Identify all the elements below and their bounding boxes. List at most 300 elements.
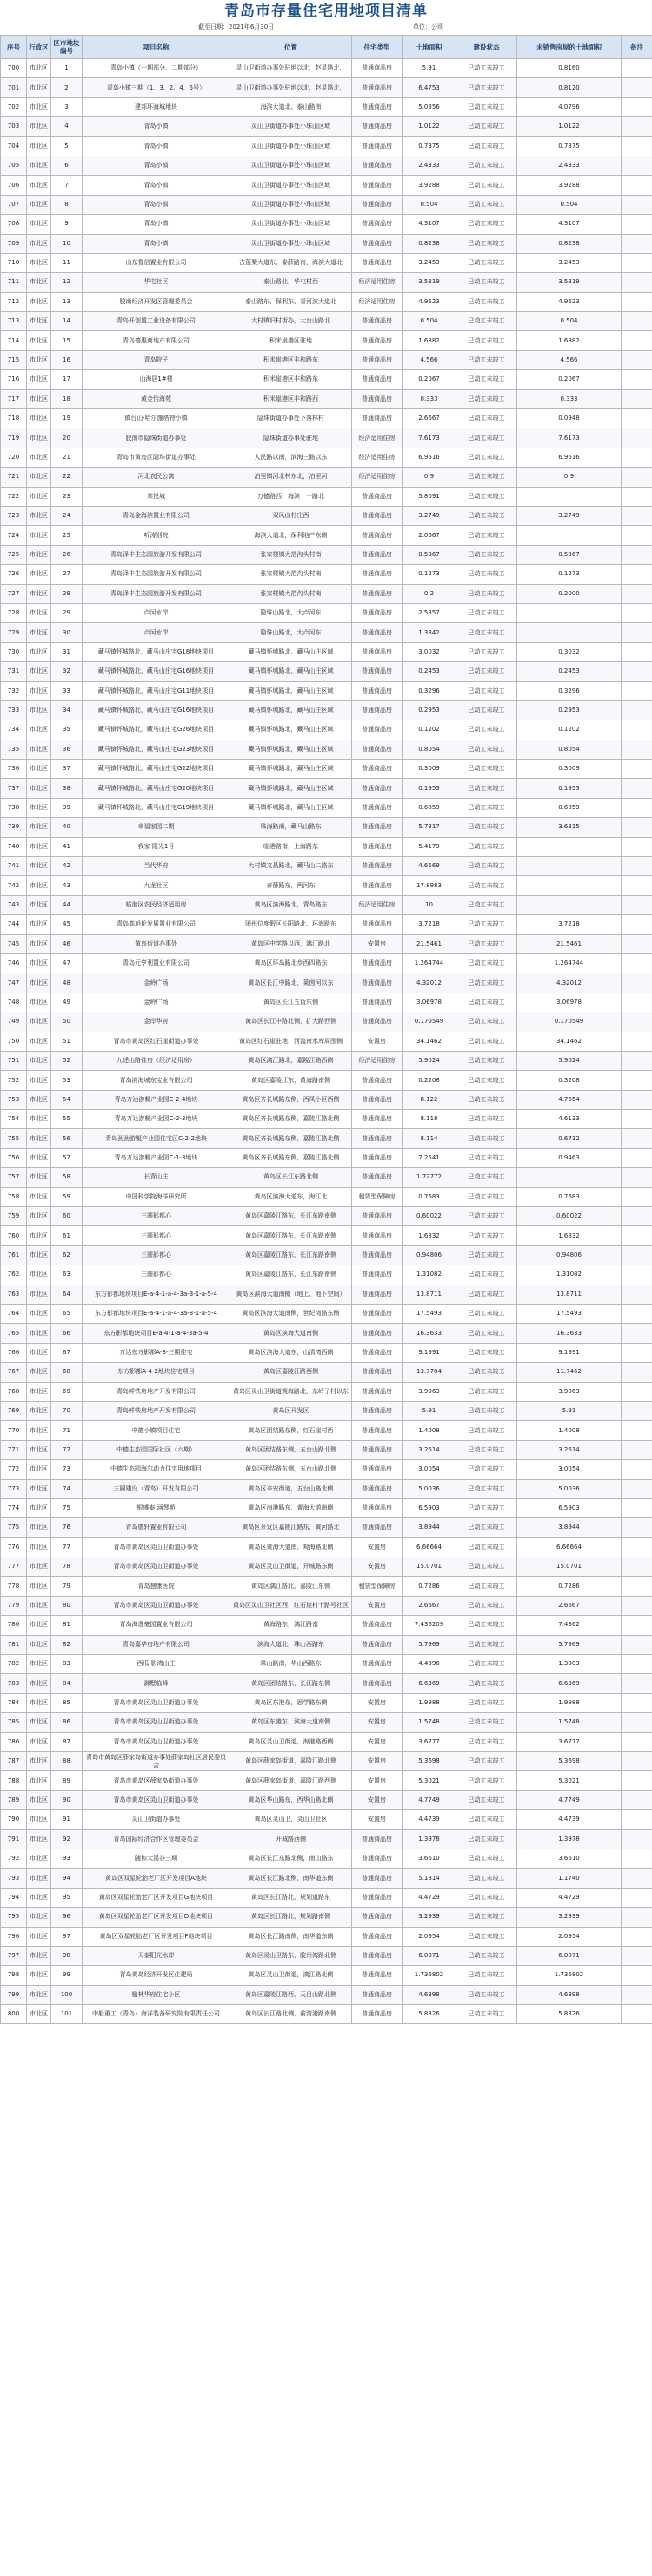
cell-seq: 738 — [1, 798, 27, 817]
cell-remark — [622, 1207, 652, 1226]
cell-district: 市北区 — [27, 700, 51, 720]
cell-district: 市北区 — [27, 1110, 51, 1129]
cell-build-status: 已动工未竣工 — [456, 428, 517, 448]
cell-plot-no: 75 — [51, 1498, 83, 1517]
cell-build-status: 已动工未竣工 — [456, 1849, 517, 1868]
cell-housing-type: 普通商品房 — [352, 1849, 403, 1868]
cell-district: 市北区 — [27, 389, 51, 408]
cell-plot-no: 15 — [51, 331, 83, 350]
cell-build-status: 已动工未竣工 — [456, 1265, 517, 1285]
cell-seq: 772 — [1, 1460, 27, 1479]
cell-district: 市北区 — [27, 448, 51, 467]
cell-district: 市北区 — [27, 1790, 51, 1809]
cell-project-name: 藏马镇怀城路北，藏马山庄宅G16地块项目 — [83, 700, 230, 720]
cell-district: 市北区 — [27, 1635, 51, 1654]
cell-seq: 796 — [1, 1927, 27, 1946]
cell-land-area: 1.31082 — [403, 1265, 456, 1285]
cell-land-area: 3.6610 — [403, 1849, 456, 1868]
cell-housing-type: 普通商品房 — [352, 1207, 403, 1226]
cell-project-name: 镇台山·哈尔施塔特小镇 — [83, 409, 230, 428]
cell-plot-no: 90 — [51, 1790, 83, 1809]
cell-district: 市北区 — [27, 487, 51, 506]
table-row — [1, 331, 652, 350]
cell-location: 黄岛区华山路东，西华山路北侧 — [230, 1790, 352, 1809]
cell-build-status: 已动工未竣工 — [456, 176, 517, 195]
cell-project-name: 九龙社区 — [83, 876, 230, 895]
cell-build-status: 已动工未竣工 — [456, 603, 517, 622]
cell-unsold-area: 1.6882 — [517, 331, 622, 350]
cell-plot-no: 54 — [51, 1090, 83, 1109]
cell-district: 市北区 — [27, 1071, 51, 1090]
cell-seq: 791 — [1, 1829, 27, 1849]
cell-location: 黄岛区滨海大道南侧（地上、地下空间） — [230, 1285, 352, 1304]
cell-project-name: 黄岛区双星轮胎老厂区开发项目G地块项目 — [83, 1888, 230, 1907]
cell-project-name: 青岛鲜铁房地产开发有限公司 — [83, 1382, 230, 1401]
cell-project-name: 青岛市黄岛区灵山卫街道办事处 — [83, 1557, 230, 1577]
cell-remark — [622, 78, 652, 97]
cell-project-name: 青岛市黄岛区灵山卫街道办事处 — [83, 1713, 230, 1732]
table-row — [1, 1946, 652, 1965]
cell-district: 市北区 — [27, 1090, 51, 1109]
cell-remark — [622, 934, 652, 953]
table-row — [1, 1771, 652, 1790]
cell-location: 黄岛区齐长城路东侧，嘉陵江路北侧 — [230, 1129, 352, 1148]
cell-project-name: 建邦环海城地块 — [83, 97, 230, 116]
cell-location: 黄岛区长江路南侧，南华道东侧 — [230, 1927, 352, 1946]
table-row — [1, 215, 652, 234]
cell-unsold-area: 7.4362 — [517, 1616, 622, 1635]
cell-land-area: 0.7286 — [403, 1577, 456, 1596]
cell-remark — [622, 857, 652, 876]
table-row — [1, 953, 652, 973]
cell-location: 黄岛区灵山卫路东，胶州湾路北侧 — [230, 1946, 352, 1965]
cell-remark — [622, 1226, 652, 1245]
cell-district: 市北区 — [27, 468, 51, 487]
cell-unsold-area: 5.3698 — [517, 1751, 622, 1770]
cell-district: 市北区 — [27, 857, 51, 876]
cell-location: 灵山卫街道办事处小珠山区域 — [230, 234, 352, 253]
cell-district: 市北区 — [27, 1363, 51, 1382]
cell-housing-type: 普通商品房 — [352, 1324, 403, 1343]
cell-housing-type: 普通商品房 — [352, 253, 403, 272]
cell-plot-no: 67 — [51, 1343, 83, 1362]
table-row — [1, 1090, 652, 1109]
cell-housing-type: 普通商品房 — [352, 953, 403, 973]
cell-plot-no: 44 — [51, 895, 83, 914]
cell-seq: 800 — [1, 2005, 27, 2024]
cell-location: 黄岛区长江路北侧，前湾港路南侧 — [230, 2005, 352, 2024]
table-row — [1, 1305, 652, 1324]
cell-plot-no: 1 — [51, 59, 83, 78]
table-row — [1, 1869, 652, 1888]
cell-plot-no: 5 — [51, 136, 83, 156]
col-header: 备注 — [622, 36, 652, 59]
cell-plot-no: 37 — [51, 760, 83, 779]
cell-plot-no: 45 — [51, 915, 83, 934]
cell-district: 市北区 — [27, 1479, 51, 1498]
cell-plot-no: 14 — [51, 312, 83, 331]
cell-remark — [622, 506, 652, 525]
cell-unsold-area — [517, 837, 622, 856]
cell-plot-no: 27 — [51, 565, 83, 584]
cell-project-name: 河北农民公寓 — [83, 468, 230, 487]
cell-remark — [622, 895, 652, 914]
cell-location: 张家楼镇大范沟头村南 — [230, 584, 352, 603]
cell-unsold-area: 0.2067 — [517, 370, 622, 389]
cell-housing-type: 普通商品房 — [352, 1908, 403, 1927]
cell-unsold-area — [517, 1168, 622, 1187]
cell-remark — [622, 195, 652, 214]
cell-unsold-area: 2.6667 — [517, 1596, 622, 1615]
cell-remark — [622, 1655, 652, 1674]
cell-land-area: 1.6832 — [403, 1226, 456, 1245]
cell-plot-no: 77 — [51, 1537, 83, 1557]
cell-plot-no: 100 — [51, 1985, 83, 2004]
cell-housing-type: 安置房 — [352, 1810, 403, 1829]
cell-project-name: 黄金怡海苑 — [83, 389, 230, 408]
cell-housing-type: 普通商品房 — [352, 1946, 403, 1965]
cell-project-name: 青岛滨海城东宝业有限公司 — [83, 1071, 230, 1090]
cell-build-status: 已动工未竣工 — [456, 642, 517, 661]
cell-remark — [622, 1265, 652, 1285]
cell-build-status: 已动工未竣工 — [456, 1693, 517, 1712]
cell-build-status: 已动工未竣工 — [456, 468, 517, 487]
cell-remark — [622, 1460, 652, 1479]
cell-housing-type: 普通商品房 — [352, 1888, 403, 1907]
table-row — [1, 1421, 652, 1440]
cell-build-status: 已动工未竣工 — [456, 1771, 517, 1790]
cell-land-area: 0.9 — [403, 468, 456, 487]
cell-housing-type: 普通商品房 — [352, 700, 403, 720]
cell-plot-no: 88 — [51, 1751, 83, 1770]
table-row — [1, 1596, 652, 1615]
cell-housing-type: 普通商品房 — [352, 176, 403, 195]
cell-remark — [622, 973, 652, 993]
cell-housing-type: 普通商品房 — [352, 779, 403, 798]
cell-unsold-area: 13.8711 — [517, 1285, 622, 1304]
cell-seq: 718 — [1, 409, 27, 428]
cell-project-name: 藏马镇怀城路北，藏马山庄宅G20地块项目 — [83, 779, 230, 798]
cell-district: 市北区 — [27, 1168, 51, 1187]
cell-remark — [622, 1732, 652, 1751]
cell-land-area: 8.118 — [403, 1110, 456, 1129]
cell-build-status: 已动工未竣工 — [456, 779, 517, 798]
cell-remark — [622, 1440, 652, 1459]
cell-unsold-area: 4.6133 — [517, 1110, 622, 1129]
cell-housing-type: 安置房 — [352, 1771, 403, 1790]
cell-district: 市北区 — [27, 370, 51, 389]
cell-remark — [622, 370, 652, 389]
cell-land-area: 0.333 — [403, 389, 456, 408]
cell-unsold-area: 0.94806 — [517, 1245, 622, 1265]
cell-district: 市北区 — [27, 273, 51, 292]
table-row — [1, 1460, 652, 1479]
cell-build-status: 已动工未竣工 — [456, 1401, 517, 1420]
cell-remark — [622, 1635, 652, 1654]
cell-seq: 784 — [1, 1693, 27, 1712]
cell-remark — [622, 215, 652, 234]
cell-remark — [622, 1090, 652, 1109]
cell-plot-no: 73 — [51, 1460, 83, 1479]
cell-build-status: 已动工未竣工 — [456, 1635, 517, 1654]
table-row — [1, 273, 652, 292]
cell-build-status: 已动工未竣工 — [456, 389, 517, 408]
cell-land-area: 5.3698 — [403, 1751, 456, 1770]
cell-district: 市北区 — [27, 1382, 51, 1401]
table-row — [1, 642, 652, 661]
cell-build-status: 已动工未竣工 — [456, 818, 517, 837]
cell-district: 市北区 — [27, 1421, 51, 1440]
cell-plot-no: 101 — [51, 2005, 83, 2024]
cell-housing-type: 普通商品房 — [352, 1927, 403, 1946]
cell-build-status: 已动工未竣工 — [456, 837, 517, 856]
table-row — [1, 857, 652, 876]
cell-unsold-area: 15.0701 — [517, 1557, 622, 1577]
cell-plot-no: 23 — [51, 487, 83, 506]
cell-unsold-area: 16.3633 — [517, 1324, 622, 1343]
cell-location: 黄岛区中学路以西，漓江路北 — [230, 934, 352, 953]
cell-unsold-area: 3.5319 — [517, 273, 622, 292]
cell-district: 市北区 — [27, 545, 51, 564]
cell-build-status: 已动工未竣工 — [456, 1674, 517, 1693]
cell-seq: 742 — [1, 876, 27, 895]
cell-build-status: 已动工未竣工 — [456, 973, 517, 993]
cell-housing-type: 普通商品房 — [352, 584, 403, 603]
cell-district: 市北区 — [27, 1596, 51, 1615]
cell-seq: 794 — [1, 1888, 27, 1907]
cell-housing-type: 普通商品房 — [352, 97, 403, 116]
col-header: 土地面积 — [403, 36, 456, 59]
cell-remark — [622, 1148, 652, 1167]
cell-district: 市北区 — [27, 312, 51, 331]
cell-unsold-area: 3.6315 — [517, 818, 622, 837]
cell-remark — [622, 720, 652, 740]
cell-build-status: 已动工未竣工 — [456, 292, 517, 311]
cell-plot-no: 12 — [51, 273, 83, 292]
cell-project-name: 东方影都地块项目E-a-4-1-a-4-3a-3-1-a-5-4 — [83, 1305, 230, 1324]
cell-location: 开城路西侧 — [230, 1829, 352, 1849]
cell-district: 市北区 — [27, 1265, 51, 1285]
table-row — [1, 468, 652, 487]
table-row — [1, 2005, 652, 2024]
cell-project-name: 青岛市黄岛区薛家岛街道办事处 — [83, 1771, 230, 1790]
cell-project-name: 华屯社区 — [83, 273, 230, 292]
cell-location: 黄岛区齐长城路东侧，西凤小区西侧 — [230, 1090, 352, 1109]
cell-remark — [622, 1616, 652, 1635]
table-row — [1, 312, 652, 331]
cell-unsold-area: 0.60022 — [517, 1207, 622, 1226]
table-row — [1, 1908, 652, 1927]
cell-housing-type: 普通商品房 — [352, 837, 403, 856]
table-row — [1, 1012, 652, 1032]
table-row — [1, 760, 652, 779]
cell-district: 市北区 — [27, 428, 51, 448]
cell-unsold-area: 0.8160 — [517, 59, 622, 78]
cell-build-status: 已动工未竣工 — [456, 156, 517, 175]
cell-land-area: 3.9063 — [403, 1382, 456, 1401]
cell-seq: 702 — [1, 97, 27, 116]
cell-housing-type: 经济适用住房 — [352, 428, 403, 448]
cell-district: 市北区 — [27, 623, 51, 642]
cell-plot-no: 8 — [51, 195, 83, 214]
cell-unsold-area: 3.7218 — [517, 915, 622, 934]
cell-housing-type: 安置房 — [352, 1557, 403, 1577]
cell-unsold-area: 3.8944 — [517, 1518, 622, 1537]
table-row — [1, 1849, 652, 1868]
cell-unsold-area: 0.0948 — [517, 409, 622, 428]
cell-location: 积米崖港区丰和路东 — [230, 370, 352, 389]
table-row — [1, 97, 652, 116]
cell-plot-no: 72 — [51, 1440, 83, 1459]
cell-land-area: 4.4729 — [403, 1888, 456, 1907]
cell-location: 隐珠山路北，太卢河东 — [230, 623, 352, 642]
cell-seq: 798 — [1, 1966, 27, 1985]
cell-district: 市北区 — [27, 1985, 51, 2004]
cell-district: 市北区 — [27, 1908, 51, 1927]
cell-project-name: 东方影都A-4-2地块住宅项目 — [83, 1363, 230, 1382]
cell-seq: 740 — [1, 837, 27, 856]
cell-plot-no: 53 — [51, 1071, 83, 1090]
table-row — [1, 1674, 652, 1693]
cell-project-name: 青岛小镇 — [83, 234, 230, 253]
cell-unsold-area: 3.9288 — [517, 176, 622, 195]
cell-seq: 711 — [1, 273, 27, 292]
cell-project-name: 青岛院子 — [83, 350, 230, 369]
table-row — [1, 1557, 652, 1577]
cell-build-status: 已动工未竣工 — [456, 195, 517, 214]
cell-plot-no: 76 — [51, 1518, 83, 1537]
cell-project-name: 黄岛区双星轮胎老厂区开发项目F地块项目 — [83, 1927, 230, 1946]
cell-unsold-area: 0.333 — [517, 389, 622, 408]
table-row — [1, 526, 652, 545]
cell-seq: 781 — [1, 1635, 27, 1654]
cell-land-area: 1.6882 — [403, 331, 456, 350]
cell-unsold-area: 7.6173 — [517, 428, 622, 448]
cell-housing-type: 普通商品房 — [352, 1966, 403, 1985]
cell-remark — [622, 700, 652, 720]
cell-district: 市北区 — [27, 292, 51, 311]
cell-land-area: 16.3633 — [403, 1324, 456, 1343]
table-row — [1, 895, 652, 914]
cell-unsold-area: 5.91 — [517, 1401, 622, 1420]
cell-housing-type: 经济适用住房 — [352, 292, 403, 311]
cell-project-name: 御墅临峰 — [83, 1674, 230, 1693]
cell-remark — [622, 253, 652, 272]
cell-project-name: 青岛小镇 — [83, 117, 230, 136]
cell-remark — [622, 662, 652, 681]
cell-unsold-area — [517, 526, 622, 545]
cell-location: 灵山卫街道办事处驻地以北，赵灵路北， — [230, 59, 352, 78]
cell-seq: 789 — [1, 1790, 27, 1809]
cell-project-name: 中国科学院海洋研究所 — [83, 1187, 230, 1206]
cell-plot-no: 33 — [51, 681, 83, 700]
cell-remark — [622, 312, 652, 331]
cell-housing-type: 经济适用住房 — [352, 468, 403, 487]
cell-project-name: 金岭广场 — [83, 993, 230, 1012]
table-row — [1, 973, 652, 993]
cell-plot-no: 65 — [51, 1305, 83, 1324]
cell-unsold-area: 4.3107 — [517, 215, 622, 234]
cell-build-status: 已动工未竣工 — [456, 1790, 517, 1809]
table-row — [1, 662, 652, 681]
cell-project-name: 当代华府 — [83, 857, 230, 876]
cell-seq: 727 — [1, 584, 27, 603]
cell-housing-type: 普通商品房 — [352, 1129, 403, 1148]
cell-project-name: 黄岛区双星轮胎老厂区开发项目D地块项目 — [83, 1908, 230, 1927]
cell-district: 市北区 — [27, 895, 51, 914]
cell-location: 黄岛区滨海大道东，海江北 — [230, 1187, 352, 1206]
col-header: 住宅类型 — [352, 36, 403, 59]
cell-plot-no: 24 — [51, 506, 83, 525]
cell-housing-type: 普通商品房 — [352, 545, 403, 564]
cell-seq: 722 — [1, 487, 27, 506]
cell-build-status: 已动工未竣工 — [456, 1051, 517, 1070]
table-row — [1, 603, 652, 622]
cell-plot-no: 40 — [51, 818, 83, 837]
cell-plot-no: 17 — [51, 370, 83, 389]
cell-location: 黄岛区滨海大道东，山清湾西侧 — [230, 1343, 352, 1362]
cell-remark — [622, 798, 652, 817]
cell-seq: 749 — [1, 1012, 27, 1032]
cell-district: 市北区 — [27, 1577, 51, 1596]
cell-location: 张家楼镇大范沟头村南 — [230, 565, 352, 584]
table-row — [1, 720, 652, 740]
cell-district: 市北区 — [27, 1518, 51, 1537]
cell-build-status: 已动工未竣工 — [456, 662, 517, 681]
cell-seq: 763 — [1, 1285, 27, 1304]
cell-build-status: 已动工未竣工 — [456, 78, 517, 97]
table-row — [1, 837, 652, 856]
cell-unsold-area: 3.0054 — [517, 1460, 622, 1479]
cell-plot-no: 2 — [51, 78, 83, 97]
cell-land-area: 1.3978 — [403, 1829, 456, 1849]
cell-unsold-area: 0.6712 — [517, 1129, 622, 1148]
cell-project-name: 中船重工（青岛）海洋装备研究院有限责任公司 — [83, 2005, 230, 2024]
cell-unsold-area — [517, 895, 622, 914]
cell-seq: 766 — [1, 1343, 27, 1362]
table-row — [1, 623, 652, 642]
cell-seq: 712 — [1, 292, 27, 311]
col-header: 建设状态 — [456, 36, 517, 59]
cell-land-area: 0.8238 — [403, 234, 456, 253]
cell-district: 市北区 — [27, 78, 51, 97]
cell-plot-no: 32 — [51, 662, 83, 681]
cell-remark — [622, 1110, 652, 1129]
cell-seq: 751 — [1, 1051, 27, 1070]
cell-land-area: 1.3342 — [403, 623, 456, 642]
cell-build-status: 已动工未竣工 — [456, 1324, 517, 1343]
cell-land-area: 0.94806 — [403, 1245, 456, 1265]
cell-location: 灵山卫街道办事处小珠山区域 — [230, 117, 352, 136]
cell-remark — [622, 1421, 652, 1440]
cell-build-status: 已动工未竣工 — [456, 1382, 517, 1401]
table-row — [1, 1168, 652, 1187]
table-row — [1, 1324, 652, 1343]
cell-remark — [622, 953, 652, 973]
cell-location: 藏马镇怀城路北，藏马山庄区域 — [230, 662, 352, 681]
cell-unsold-area: 3.6777 — [517, 1732, 622, 1751]
cell-remark — [622, 1245, 652, 1265]
cell-location: 积米崖港区驻地 — [230, 331, 352, 350]
cell-remark — [622, 1129, 652, 1148]
cell-remark — [622, 1888, 652, 1907]
cell-district: 市北区 — [27, 565, 51, 584]
cell-remark — [622, 1071, 652, 1090]
cell-plot-no: 11 — [51, 253, 83, 272]
cell-location: 黄岛区团结路东侧，红石崖村西 — [230, 1421, 352, 1440]
cell-district: 市北区 — [27, 1032, 51, 1051]
cell-remark — [622, 1810, 652, 1829]
